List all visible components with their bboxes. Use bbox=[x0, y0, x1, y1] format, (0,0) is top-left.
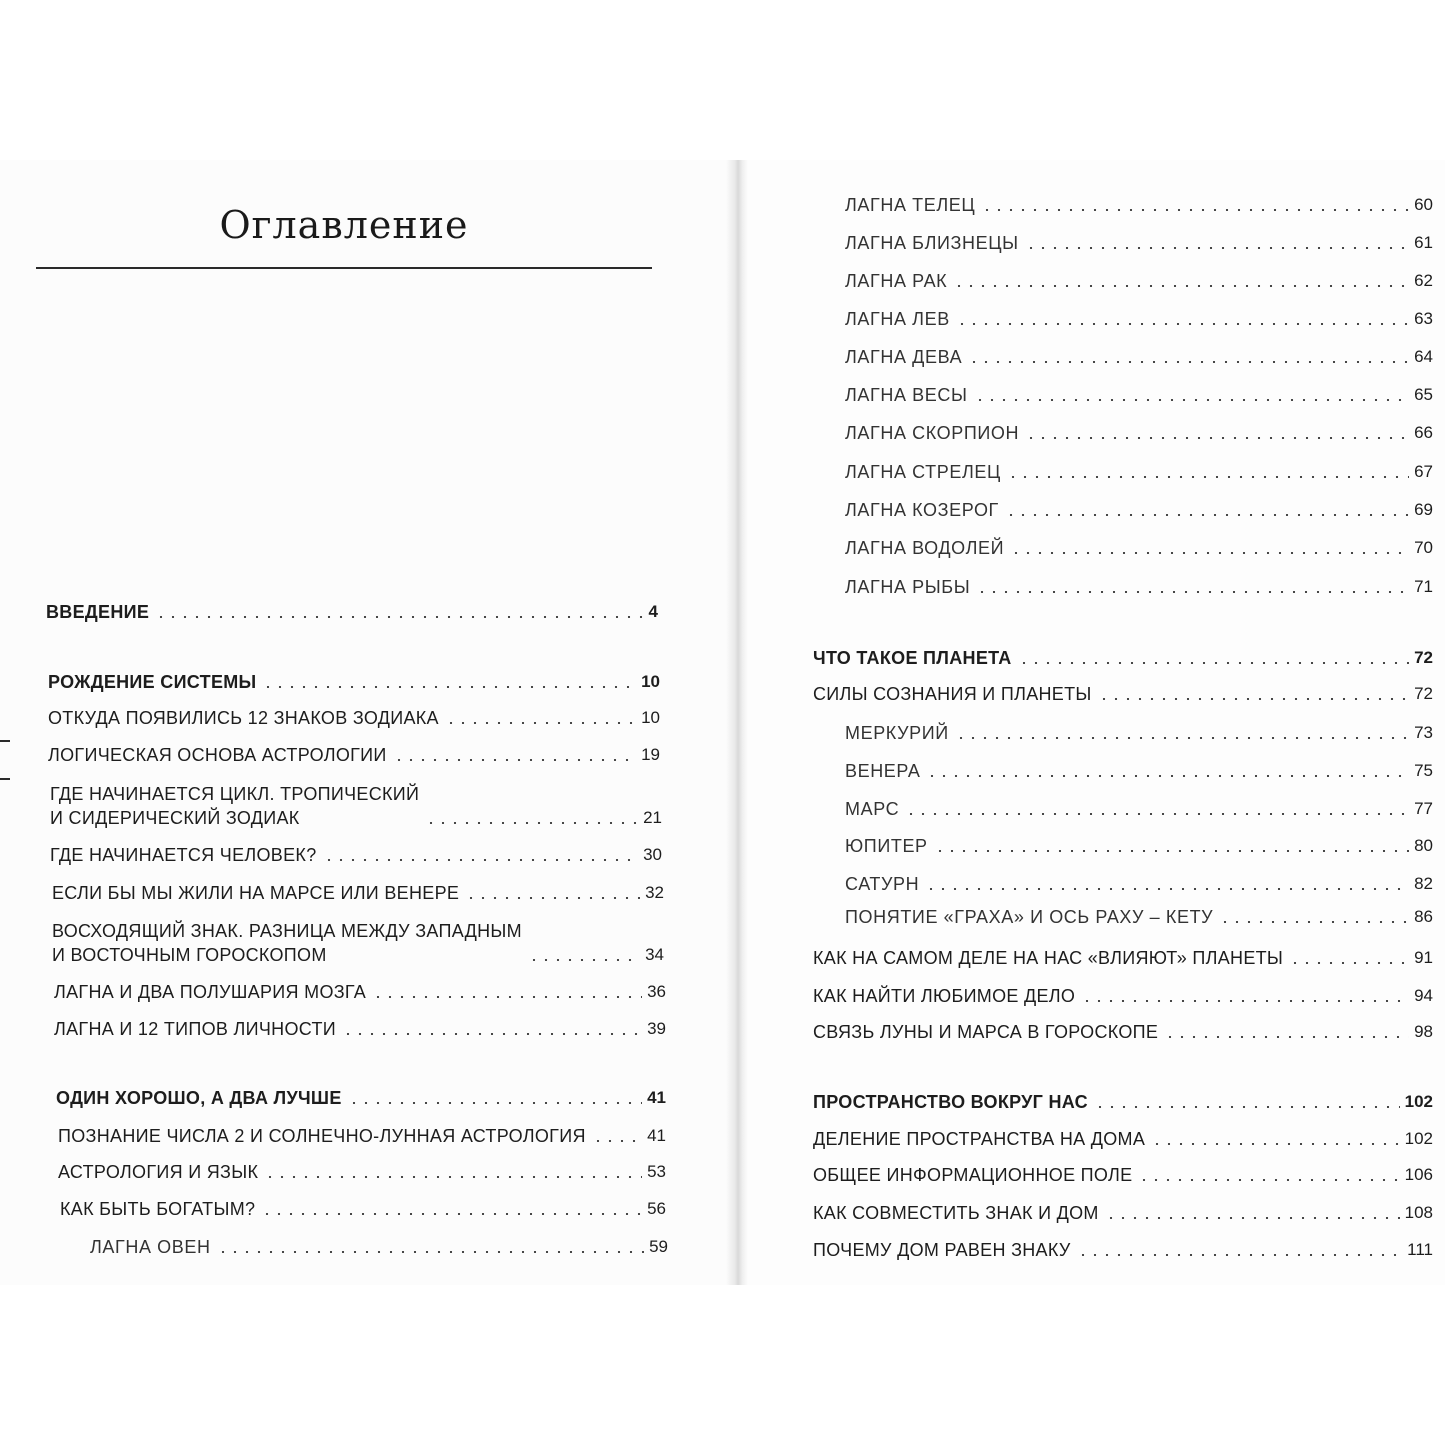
toc-entry-kozerog[interactable] bbox=[845, 498, 1433, 522]
toc-leader bbox=[1164, 1036, 1409, 1038]
toc-title: ЛАГНА СТРЕЛЕЦ bbox=[845, 462, 1001, 482]
toc-title: ЛАГНА ЛЕВ bbox=[845, 309, 950, 329]
toc-title: ЛАГНА РЫБЫ bbox=[845, 577, 971, 597]
toc-page: 39 bbox=[647, 1019, 666, 1038]
toc-page: 111 bbox=[1407, 1240, 1433, 1259]
toc-leader bbox=[905, 813, 1409, 815]
toc-entry-skorpion[interactable] bbox=[845, 421, 1433, 445]
toc-page: 41 bbox=[647, 1126, 666, 1145]
toc-entry-rak[interactable] bbox=[845, 269, 1433, 293]
toc-entry-esli-by[interactable] bbox=[52, 881, 664, 905]
toc-title bbox=[52, 919, 522, 967]
toc-entry-planeta[interactable] bbox=[813, 646, 1433, 670]
title-rule bbox=[36, 267, 652, 269]
toc-leader bbox=[1010, 552, 1409, 554]
toc-title: КАК НА САМОМ ДЕЛЕ НА НАС «ВЛИЯЮТ» ПЛАНЕТЫ bbox=[813, 948, 1284, 968]
toc-leader bbox=[1077, 1254, 1403, 1256]
toc-page: 102 bbox=[1404, 1092, 1433, 1111]
toc-title: ЛАГНА ТЕЛЕЦ bbox=[845, 195, 976, 215]
toc-leader bbox=[445, 722, 636, 724]
toc-page: 66 bbox=[1414, 423, 1433, 442]
toc-title: ЛАГНА СКОРПИОН bbox=[845, 423, 1020, 443]
toc-title: ЕСЛИ БЫ МЫ ЖИЛИ НА МАРСЕ ИЛИ ВЕНЕРЕ bbox=[52, 883, 460, 903]
toc-leader bbox=[1018, 662, 1409, 664]
toc-entry-sily[interactable] bbox=[813, 682, 1433, 706]
toc-leader bbox=[925, 888, 1409, 890]
toc-page: 106 bbox=[1404, 1165, 1433, 1184]
toc-page: 10 bbox=[641, 708, 660, 727]
toc-page: 59 bbox=[649, 1237, 668, 1256]
toc-page: 21 bbox=[643, 808, 662, 827]
toc-leader bbox=[976, 591, 1409, 593]
toc-leader bbox=[1219, 921, 1409, 923]
edge-mark bbox=[0, 740, 10, 742]
toc-entry-voshod[interactable] bbox=[52, 919, 664, 967]
toc-entry-mars[interactable] bbox=[845, 797, 1433, 821]
toc-title: ЛАГНА БЛИЗНЕЦЫ bbox=[845, 233, 1019, 253]
toc-title: КАК БЫТЬ БОГАТЫМ? bbox=[60, 1199, 256, 1219]
toc-page: 30 bbox=[643, 845, 662, 864]
toc-entry-odin[interactable] bbox=[56, 1086, 666, 1110]
toc-leader bbox=[1151, 1143, 1400, 1145]
toc-entry-vvedenie[interactable] bbox=[46, 600, 658, 624]
toc-page: 69 bbox=[1414, 500, 1433, 519]
toc-title: ЛАГНА РАК bbox=[845, 271, 948, 291]
toc-title-line: ВОСХОДЯЩИЙ ЗНАК. РАЗНИЦА МЕЖДУ ЗАПАДНЫМ bbox=[52, 921, 522, 941]
toc-leader bbox=[955, 737, 1409, 739]
toc-page: 19 bbox=[641, 745, 660, 764]
toc-page: 41 bbox=[647, 1088, 666, 1107]
toc-title: САТУРН bbox=[845, 874, 920, 894]
toc-leader bbox=[974, 399, 1410, 401]
toc-title-line: И ВОСТОЧНЫМ ГОРОСКОПОМ bbox=[52, 945, 327, 965]
toc-title: ЮПИТЕР bbox=[845, 836, 928, 856]
toc-title bbox=[50, 782, 419, 830]
toc-page: 71 bbox=[1414, 577, 1433, 596]
toc-page: 75 bbox=[1414, 761, 1433, 780]
toc-leader bbox=[155, 616, 643, 618]
toc-entry-deva[interactable] bbox=[845, 345, 1433, 369]
toc-title: ПРОСТРАНСТВО ВОКРУГ НАС bbox=[813, 1092, 1088, 1112]
toc-leader bbox=[1094, 1106, 1400, 1108]
toc-leader bbox=[348, 1102, 642, 1104]
toc-entry-logicheskaya[interactable] bbox=[48, 743, 660, 767]
toc-page: 72 bbox=[1414, 648, 1433, 667]
toc-leader bbox=[342, 1033, 642, 1035]
toc-leader bbox=[1007, 476, 1409, 478]
toc-entry-rozhdenie[interactable] bbox=[48, 670, 660, 694]
book-gutter bbox=[726, 160, 748, 1285]
toc-page: 72 bbox=[1414, 684, 1433, 703]
toc-entry-otkuda[interactable] bbox=[48, 706, 660, 730]
toc-leader bbox=[1025, 247, 1409, 249]
toc-page: 61 bbox=[1414, 233, 1433, 252]
toc-page: 67 bbox=[1414, 462, 1433, 481]
toc-page: 32 bbox=[645, 883, 664, 902]
page-title: Оглавление bbox=[219, 203, 469, 247]
toc-entry-gde-chelovek[interactable] bbox=[50, 843, 662, 867]
toc-entry-sovmestit[interactable] bbox=[813, 1201, 1433, 1225]
toc-page: 60 bbox=[1414, 195, 1433, 214]
toc-title: ВЕНЕРА bbox=[845, 761, 921, 781]
toc-entry-oven[interactable] bbox=[90, 1235, 668, 1259]
toc-leader bbox=[323, 859, 639, 861]
toc-entry-astro-yazyk[interactable] bbox=[58, 1160, 666, 1184]
toc-entry-delenie[interactable] bbox=[813, 1127, 1433, 1151]
toc-entry-graha[interactable] bbox=[845, 905, 1433, 929]
toc-page: 53 bbox=[647, 1162, 666, 1181]
toc-entry-strelec[interactable] bbox=[845, 460, 1433, 484]
toc-title: МЕРКУРИЙ bbox=[845, 723, 949, 743]
toc-title: ДЕЛЕНИЕ ПРОСТРАНСТВА НА ДОМА bbox=[813, 1129, 1146, 1149]
toc-title: ЛАГНА ВЕСЫ bbox=[845, 385, 968, 405]
toc-leader bbox=[264, 1176, 642, 1178]
toc-leader bbox=[934, 850, 1409, 852]
toc-page: 102 bbox=[1404, 1129, 1433, 1148]
toc-entry-merkuriy[interactable] bbox=[845, 721, 1433, 745]
toc-leader bbox=[981, 209, 1409, 211]
toc-page: 91 bbox=[1414, 948, 1433, 967]
toc-entry-vesy[interactable] bbox=[845, 383, 1433, 407]
toc-leader bbox=[1081, 1000, 1409, 1002]
toc-page: 108 bbox=[1404, 1203, 1433, 1222]
toc-entry-lagna-12[interactable] bbox=[54, 1017, 666, 1041]
toc-title: ЛАГНА ОВЕН bbox=[90, 1237, 211, 1257]
toc-title: ЛАГНА И ДВА ПОЛУШАРИЯ МОЗГА bbox=[54, 982, 367, 1002]
edge-mark bbox=[0, 778, 10, 780]
toc-page: 80 bbox=[1414, 836, 1433, 855]
toc-page: 36 bbox=[647, 982, 666, 1001]
toc-title: ЛАГНА И 12 ТИПОВ ЛИЧНОСТИ bbox=[54, 1019, 336, 1039]
toc-entry-lev[interactable] bbox=[845, 307, 1433, 331]
toc-entry-obshee[interactable] bbox=[813, 1163, 1433, 1187]
toc-leader bbox=[528, 959, 640, 961]
toc-title: ГДЕ НАЧИНАЕТСЯ ЧЕЛОВЕК? bbox=[50, 845, 317, 865]
toc-leader bbox=[372, 996, 642, 998]
toc-title-line: ГДЕ НАЧИНАЕТСЯ ЦИКЛ. ТРОПИЧЕСКИЙ bbox=[50, 784, 420, 804]
toc-page: 4 bbox=[648, 602, 658, 621]
toc-entry-lagna-mozg[interactable] bbox=[54, 980, 666, 1004]
toc-leader bbox=[956, 323, 1409, 325]
toc-title: ОДИН ХОРОШО, А ДВА ЛУЧШЕ bbox=[56, 1088, 342, 1108]
toc-title: ВВЕДЕНИЕ bbox=[46, 602, 150, 622]
toc-entry-venera[interactable] bbox=[845, 759, 1433, 783]
toc-title: АСТРОЛОГИЯ И ЯЗЫК bbox=[58, 1162, 259, 1182]
toc-title: ЛАГНА ДЕВА bbox=[845, 347, 963, 367]
toc-page: 73 bbox=[1414, 723, 1433, 742]
toc-page: 56 bbox=[647, 1199, 666, 1218]
toc-entry-telec[interactable] bbox=[845, 193, 1433, 217]
toc-leader bbox=[393, 759, 636, 761]
toc-title: КАК НАЙТИ ЛЮБИМОЕ ДЕЛО bbox=[813, 986, 1076, 1006]
toc-page: 98 bbox=[1414, 1022, 1433, 1041]
toc-entry-poznanie[interactable] bbox=[58, 1124, 666, 1148]
toc-leader bbox=[262, 686, 636, 688]
toc-leader bbox=[1138, 1179, 1399, 1181]
toc-title: ПОЗНАНИЕ ЧИСЛА 2 И СОЛНЕЧНО-ЛУННАЯ АСТРОЛОГИЯ bbox=[58, 1126, 586, 1146]
toc-title: ОТКУДА ПОЯВИЛИСЬ 12 ЗНАКОВ ЗОДИАКА bbox=[48, 708, 439, 728]
toc-entry-prostranstvo[interactable] bbox=[813, 1090, 1433, 1114]
toc-title: ПОНЯТИЕ «ГРАХА» И ОСЬ РАХУ – КЕТУ bbox=[845, 907, 1214, 927]
toc-title: КАК СОВМЕСТИТЬ ЗНАК И ДОМ bbox=[813, 1203, 1099, 1223]
toc-title: ОБЩЕЕ ИНФОРМАЦИОННОЕ ПОЛЕ bbox=[813, 1165, 1133, 1185]
toc-entry-pochemu[interactable] bbox=[813, 1238, 1433, 1262]
toc-title: ЛОГИЧЕСКАЯ ОСНОВА АСТРОЛОГИИ bbox=[48, 745, 387, 765]
toc-page: 94 bbox=[1414, 986, 1433, 1005]
toc-leader bbox=[592, 1140, 642, 1142]
toc-leader bbox=[425, 822, 638, 824]
toc-entry-gde-cikl[interactable] bbox=[50, 782, 662, 830]
toc-title: ЛАГНА КОЗЕРОГ bbox=[845, 500, 999, 520]
toc-page: 77 bbox=[1414, 799, 1433, 818]
toc-entry-yupiter[interactable] bbox=[845, 834, 1433, 858]
toc-leader bbox=[465, 897, 640, 899]
toc-leader bbox=[926, 775, 1409, 777]
toc-entry-delo[interactable] bbox=[813, 984, 1433, 1008]
toc-entry-vodoley[interactable] bbox=[845, 536, 1433, 560]
toc-leader bbox=[1289, 962, 1409, 964]
toc-leader bbox=[1025, 437, 1409, 439]
toc-page: 65 bbox=[1414, 385, 1433, 404]
toc-page: 34 bbox=[645, 945, 664, 964]
toc-leader bbox=[261, 1213, 642, 1215]
toc-page: 62 bbox=[1414, 271, 1433, 290]
toc-leader bbox=[968, 361, 1409, 363]
toc-leader bbox=[1105, 1217, 1400, 1219]
toc-title: РОЖДЕНИЕ СИСТЕМЫ bbox=[48, 672, 257, 692]
toc-entry-saturn[interactable] bbox=[845, 872, 1433, 896]
toc-page: 64 bbox=[1414, 347, 1433, 366]
toc-title: МАРС bbox=[845, 799, 900, 819]
toc-title: СВЯЗЬ ЛУНЫ И МАРСА В ГОРОСКОПЕ bbox=[813, 1022, 1159, 1042]
toc-title: ЧТО ТАКОЕ ПЛАНЕТА bbox=[813, 648, 1012, 668]
toc-title-line: И СИДЕРИЧЕСКИЙ ЗОДИАК bbox=[50, 808, 300, 828]
toc-leader bbox=[953, 285, 1409, 287]
toc-page: 82 bbox=[1414, 874, 1433, 893]
toc-entry-luna-mars[interactable] bbox=[813, 1020, 1433, 1044]
toc-leader bbox=[1098, 698, 1409, 700]
toc-entry-bogatym[interactable] bbox=[60, 1197, 666, 1221]
toc-page: 63 bbox=[1414, 309, 1433, 328]
toc-entry-ryby[interactable] bbox=[845, 575, 1433, 599]
toc-page: 10 bbox=[641, 672, 660, 691]
toc-leader bbox=[1005, 514, 1409, 516]
toc-entry-vliyayut[interactable] bbox=[813, 946, 1433, 970]
toc-leader bbox=[217, 1251, 644, 1253]
toc-title: ПОЧЕМУ ДОМ РАВЕН ЗНАКУ bbox=[813, 1240, 1071, 1260]
toc-page: 70 bbox=[1414, 538, 1433, 557]
toc-page: 86 bbox=[1414, 907, 1433, 926]
toc-title: ЛАГНА ВОДОЛЕЙ bbox=[845, 538, 1005, 558]
toc-entry-bliznecy[interactable] bbox=[845, 231, 1433, 255]
toc-title: СИЛЫ СОЗНАНИЯ И ПЛАНЕТЫ bbox=[813, 684, 1092, 704]
